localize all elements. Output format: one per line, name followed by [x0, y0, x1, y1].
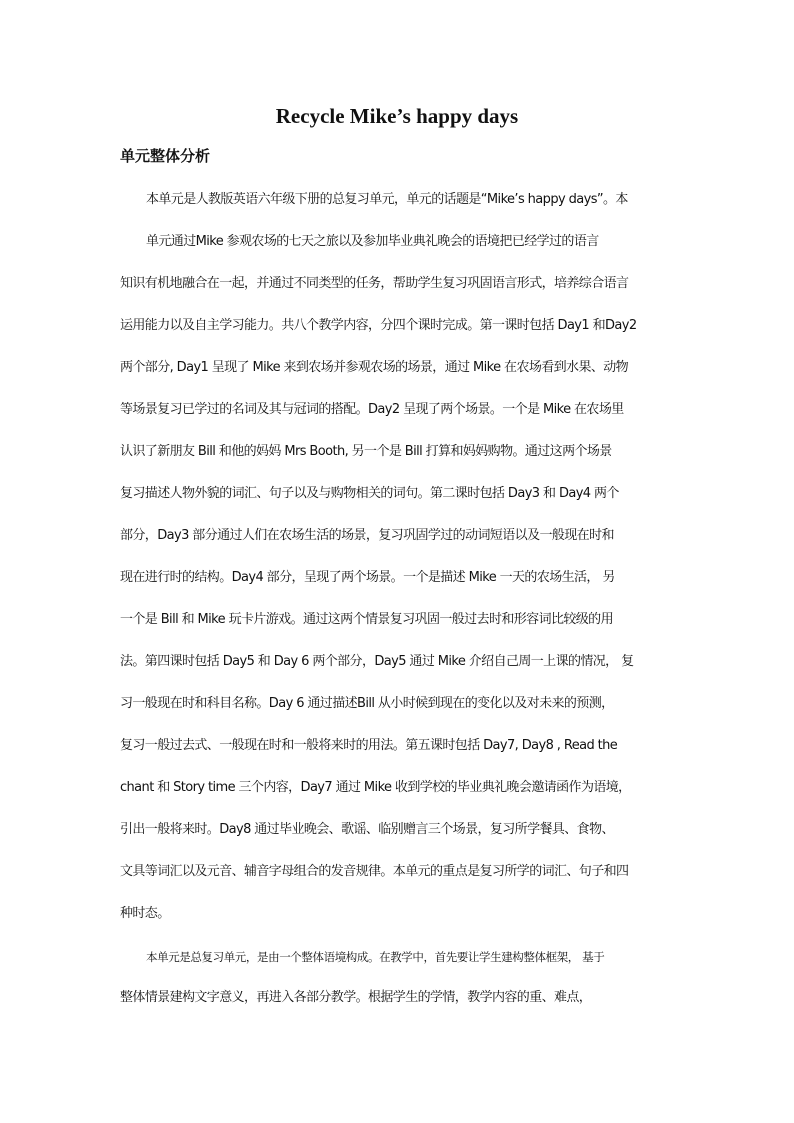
- section-heading: 单元整体分析: [120, 147, 211, 165]
- paragraph-line: 两个部分, Day1 呈现了 Mike 来到农场并参观农场的场景，通过 Mike 在农场看到水果、动物: [120, 360, 629, 375]
- paragraph-line: 单元通过Mike 参观农场的七天之旅以及参加毕业典礼晚会的语境把已经学过的语言: [146, 234, 599, 249]
- paragraph-line: 法。第四课时包括 Day5 和 Day 6 两个部分，Day5 通过 Mike 介绍自己周一上课的情况， 复: [120, 654, 634, 669]
- paragraph-line: 部分，Day3 部分通过人们在农场生活的场景，复习巩固学过的动词短语以及一般现在时和: [120, 528, 614, 543]
- paragraph-line: 复习描述人物外貌的词汇、句子以及与购物相关的词句。第二课时包括 Day3 和 Day4 两个: [120, 486, 619, 501]
- paragraph-line: 引出一般将来时。Day8 通过毕业晚会、歌谣、临别赠言三个场景，复习所学餐具、食物、: [120, 822, 614, 837]
- paragraph-line: 知识有机地融合在一起，并通过不同类型的任务，帮助学生复习巩固语言形式，培养综合语言: [120, 276, 629, 291]
- paragraph-line: 本单元是总复习单元，是由一个整体语境构成。在教学中，首先要让学生建构整体框架， 基于: [146, 950, 605, 964]
- paragraph-line: 种时态。: [120, 906, 170, 921]
- paragraph-line: chant 和 Story time 三个内容，Day7 通过 Mike 收到学校的毕业典礼晚会邀请函作为语境，: [120, 780, 631, 795]
- paragraph-line: 复习一般过去式、一般现在时和一般将来时的用法。第五课时包括 Day7, Day8 , Read the: [120, 738, 618, 753]
- paragraph-line: 整体情景建构文字意义，再进入各部分教学。根据学生的学情，教学内容的重、难点，: [120, 990, 592, 1005]
- paragraph-line: 习一般现在时和科目名称。Day 6 通过描述Bill 从小时候到现在的变化以及对未来的预测，: [120, 696, 614, 711]
- paragraph-line: 文具等词汇以及元音、辅音字母组合的发音规律。本单元的重点是复习所学的词汇、句子和四: [120, 864, 629, 879]
- paragraph-line: 一个是 Bill 和 Mike 玩卡片游戏。通过这两个情景复习巩固一般过去时和形容词比较级的用: [120, 612, 613, 627]
- paragraph-line: 现在进行时的结构。Day4 部分，呈现了两个场景。一个是描述 Mike 一天的农场生活， 另: [120, 570, 615, 585]
- paragraph-line: 本单元是人教版英语六年级下册的总复习单元，单元的话题是“Mike’s happy days”。本: [146, 192, 628, 207]
- document-title: Recycle Mike’s happy days: [275, 104, 519, 128]
- paragraph-line: 认识了新朋友 Bill 和他的妈妈 Mrs Booth, 另一个是 Bill 打算和妈妈购物。通过这两个场景: [120, 444, 612, 459]
- paragraph-line: 运用能力以及自主学习能力。共八个教学内容，分四个课时完成。第一课时包括 Day1 和Day2: [120, 318, 637, 333]
- paragraph-line: 等场景复习已学过的名词及其与冠词的搭配。Day2 呈现了两个场景。一个是 Mike 在农场里: [120, 402, 624, 417]
